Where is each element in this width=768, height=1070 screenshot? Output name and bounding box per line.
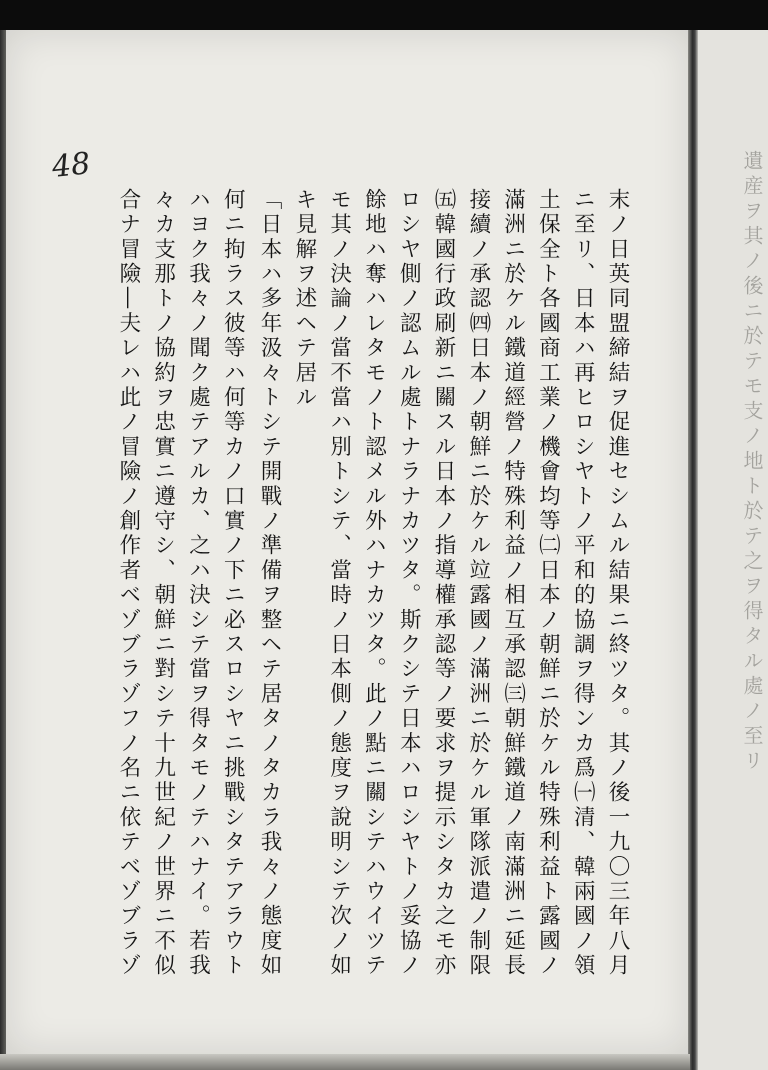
text-column: 何ニ拘ラス彼等ハ何等カノ口實ノ下ニ必スロシヤニ挑戰シタテアラウト [220,188,246,979]
text-column: ハヨク我々ノ聞ク處テアルカ、之ハ決シテ當ヲ得タモノテハナイ。若我 [185,188,211,979]
text-column: 合ナ冒險―夫レハ此ノ冒險ノ創作者ベゾブラゾフノ名ニ依テベゾブラゾ [115,188,141,979]
scan-bottom-border [0,1054,690,1070]
text-column: 末ノ日英同盟締結ヲ促進セシムル結果ニ終ツタ。其ノ後一九〇三年八月 [605,188,630,979]
text-column: 々カ支那トノ協約ヲ忠實ニ遵守シ、朝鮮ニ對シテ十九世紀ノ世界ニ不似 [150,188,176,979]
text-column: 土保全ト各國商工業ノ機會均等㈡日本ノ朝鮮ニ於ケル特殊利益ト露國ノ [535,188,561,979]
text-column: キ見解ヲ述ヘテ居ル [291,188,317,411]
text-column: モ其ノ決論ノ當不當ハ別トシテ、當時ノ日本側ノ態度ヲ說明シテ次ノ如 [326,188,352,979]
text-column: ニ至リ、日本ハ再ヒロシヤトノ平和的協調ヲ得ンカ爲㈠清、韓兩國ノ領 [570,188,596,979]
vertical-body-text [74,188,634,1008]
book-gutter [688,30,698,1070]
text-column: ロシヤ側ノ認ムル處トナラナカツタ。斯クシテ日本ハロシヤトノ妥協ノ [396,188,422,979]
page-number: 48 [50,146,92,185]
facing-page-bleed-text: 遺産ヲ其ノ後ニ於テモ支ノ地ト於テ之ヲ得タル處ノ至リ [740,150,764,775]
text-column: 滿洲ニ於ケル鐵道經營ノ特殊利益ノ相互承認㈢朝鮮鐵道ノ南滿洲ニ延長 [500,188,526,979]
text-column: 「日本ハ多年汲々トシテ開戰ノ準備ヲ整ヘテ居タノタカラ我々ノ態度如 [257,188,283,979]
text-column: 餘地ハ奪ハレタモノト認メル外ハナカツタ。此ノ點ニ關シテハウイツテ [361,188,387,979]
scan-top-border [0,0,768,30]
text-column: 接續ノ承認㈣日本ノ朝鮮ニ於ケル竝露國ノ滿洲ニ於ケル軍隊派遣ノ制限 [465,188,491,979]
text-column: ㈤韓國行政刷新ニ關スル日本ノ指導權承認等ノ要求ヲ提示シタカ之モ亦 [431,188,457,979]
